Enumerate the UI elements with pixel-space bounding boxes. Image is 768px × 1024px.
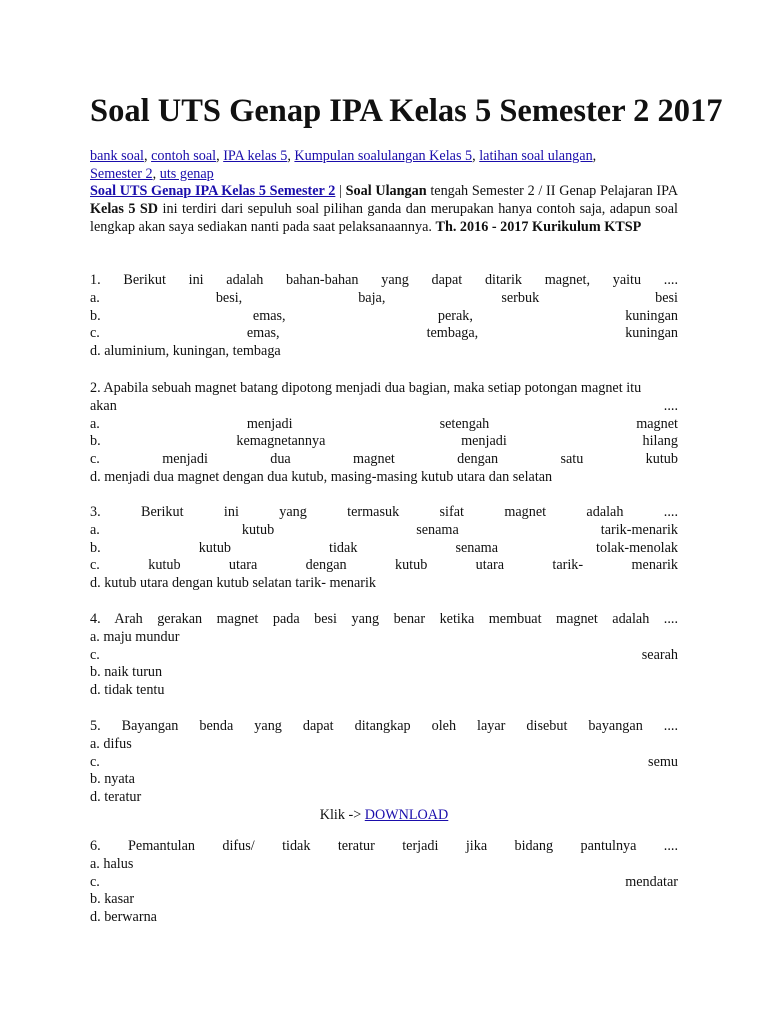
question-text: 5. Bayangan benda yang dapat ditangkap oleh layar disebut bayangan .... xyxy=(90,718,678,734)
option-d: d. tidak tentu xyxy=(90,682,165,699)
intro-paragraph: Soal UTS Genap IPA Kelas 5 Semester 2 | Soal Ulangan tengah Semester 2 / II Genap Pelajaran IPA Kelas 5 SD ini terdiri dari sepuluh soal pilihan ganda dan merupakan hanya contoh saja, adapun soal lengkap akan saya sediakan nanti pada saat pelaksanaannya. Th. 2016 - 2017 Kurikulum KTSP xyxy=(90,183,678,235)
option-c: c. emas, tembaga, kuningan xyxy=(90,325,678,342)
question-text: 4. Arah gerakan magnet pada besi yang benar ketika membuat magnet adalah .... xyxy=(90,611,678,627)
tag-link[interactable]: contoh soal xyxy=(151,148,217,164)
option-a: a. kutub senama tarik-menarik xyxy=(90,521,678,538)
option-a: a. halus xyxy=(90,855,134,872)
option-c: c. kutub utara dengan kutub utara tarik- menarik xyxy=(90,557,678,574)
option-a: a. menjadi setengah magnet xyxy=(90,415,678,432)
tag-link[interactable]: Kumpulan soalulangan Kelas 5 xyxy=(294,148,473,164)
option-b: b. kutub tidak senama tolak-menolak xyxy=(90,539,678,556)
question-1 xyxy=(90,272,678,361)
question-4 xyxy=(90,611,678,700)
question-text: 3. Berikut ini yang termasuk sifat magnet adalah .... xyxy=(90,504,678,520)
tag-link[interactable]: IPA kelas 5 xyxy=(223,148,288,164)
question-2 xyxy=(90,380,678,487)
option-a: a. maju mundur xyxy=(90,628,180,645)
option-b: b. nyata xyxy=(90,771,135,788)
option-c: c. searah xyxy=(90,646,678,663)
question-text: 6. Pemantulan difus/ tidak teratur terjadi jika bidang pantulnya .... xyxy=(90,838,678,854)
question-5 xyxy=(90,718,678,807)
option-b: b. kasar xyxy=(90,891,135,908)
option-c: c. mendatar xyxy=(90,873,678,890)
option-a: a. difus xyxy=(90,735,132,752)
article-link[interactable]: Soal UTS Genap IPA Kelas 5 Semester 2 xyxy=(90,183,336,199)
option-b: b. kemagnetannya menjadi hilang xyxy=(90,433,678,450)
tag-list: bank soal, contoh soal, IPA kelas 5, Kumpulan soalulangan Kelas 5, latihan soal ulangan, Semester 2, uts genap xyxy=(90,148,597,182)
option-b: b. emas, perak, kuningan xyxy=(90,307,678,324)
option-d: d. berwarna xyxy=(90,909,157,926)
download-link[interactable]: DOWNLOAD xyxy=(364,807,449,823)
tag-link[interactable]: latihan soal ulangan xyxy=(479,148,593,164)
option-d: d. teratur xyxy=(90,789,142,806)
question-text: 1. Berikut ini adalah bahan-bahan yang dapat ditarik magnet, yaitu .... xyxy=(90,272,678,288)
question-text: 2. Apabila sebuah magnet batang dipotong menjadi dua bagian, maka setiap potongan magnet itu xyxy=(90,380,642,396)
question-text-cont: akan .... xyxy=(90,397,678,414)
download-line: Klik -> DOWNLOAD xyxy=(319,807,449,823)
option-d: d. menjadi dua magnet dengan dua kutub, masing-masing kutub utara dan selatan xyxy=(90,468,553,485)
option-a: a. besi, baja, serbuk besi xyxy=(90,289,678,306)
question-6 xyxy=(90,838,678,927)
option-b: b. naik turun xyxy=(90,664,163,681)
tag-link[interactable]: uts genap xyxy=(159,165,214,182)
page-title: Soal UTS Genap IPA Kelas 5 Semester 2 2017 xyxy=(90,93,723,129)
question-3 xyxy=(90,504,678,593)
tag-link[interactable]: Semester 2 xyxy=(90,165,153,182)
tag-link[interactable]: bank soal xyxy=(90,148,144,164)
option-c: c. menjadi dua magnet dengan satu kutub xyxy=(90,451,678,468)
option-c: c. semu xyxy=(90,753,678,770)
option-d: d. kutub utara dengan kutub selatan tarik- menarik xyxy=(90,575,377,592)
option-d: d. aluminium, kuningan, tembaga xyxy=(90,343,281,360)
